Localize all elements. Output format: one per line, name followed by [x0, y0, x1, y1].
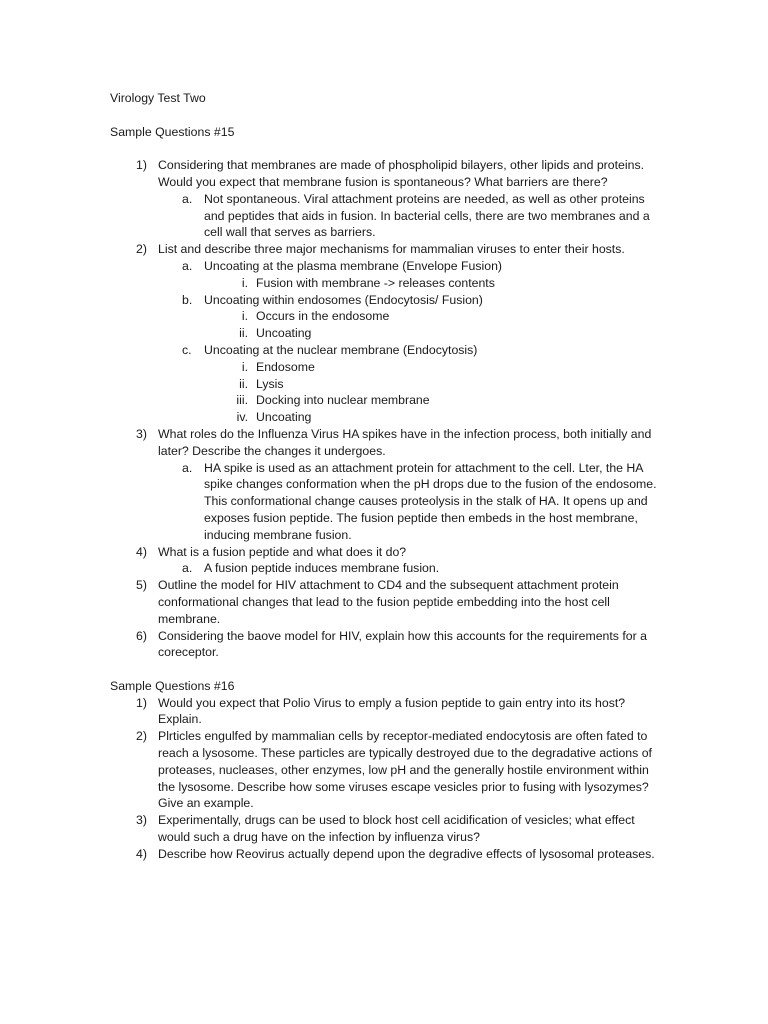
sub-answer-item [110, 392, 658, 409]
sub-answer-numeral: ii. [239, 376, 248, 391]
sub-answer-text: Occurs in the endosome [256, 309, 390, 324]
document-body [110, 90, 658, 863]
question-text: Outline the model for HIV attachment to CD4 and the subsequent attachment protein conformational changes that lead to the fusion peptide embedding into the host cell membrane. [158, 578, 619, 626]
question-number: 2) [136, 242, 147, 257]
question-number: 6) [136, 628, 147, 643]
answer-text: A fusion peptide induces membrane fusion. [204, 561, 440, 576]
question-item [110, 812, 658, 846]
question-text: Describe how Reovirus actually depend upon the degradive effects of lysosomal proteases. [158, 846, 655, 861]
sub-answer-text: Lysis [256, 376, 284, 391]
question-item [110, 695, 658, 729]
sub-answer-numeral: i. [241, 359, 248, 374]
question-number: 5) [136, 578, 147, 593]
sub-answer-numeral: i. [241, 275, 248, 290]
answer-item [110, 560, 658, 577]
question-item [110, 846, 658, 863]
section-heading-16: Sample Questions #16 [110, 678, 235, 693]
question-number: 1) [136, 695, 147, 710]
sub-answer-text: Endosome [256, 359, 315, 374]
answer-item [110, 342, 658, 359]
sub-answer-item [110, 409, 658, 426]
sub-answer-numeral: iii. [236, 393, 248, 408]
question-text: List and describe three major mechanisms for mammalian viruses to enter their hosts. [158, 242, 625, 257]
sub-answer-item [110, 275, 658, 292]
sub-answer-numeral: i. [241, 309, 248, 324]
question-text: Considering that membranes are made of phospholipid bilayers, other lipids and proteins. Would you expect that membrane fusion is spontaneous? What barriers are there? [158, 158, 645, 189]
answer-text: HA spike is used as an attachment protein for attachment to the cell. Lter, the HA spike changes conformation when the pH drops due to the fusion of the endosome. This conformational change causes proteolysis in the stalk of HA. It opens up and exposes fusion peptide. The fusion peptide then embeds in the host membrane, inducing membrane fusion. [204, 460, 657, 542]
sub-answer-text: Uncoating [256, 410, 312, 425]
sub-answer-item [110, 308, 658, 325]
answer-letter: c. [182, 342, 192, 357]
answer-letter: a. [182, 191, 193, 206]
spacer [110, 661, 658, 678]
question-text: Plrticles engulfed by mammalian cells by receptor-mediated endocytosis are often fated to reach a lysosome. These particles are typically destroyed due to the degradative actions of proteases, nucleases, other enzymes, low pH and the generally hostile environment within the lysosome. Describe how some viruses escape vesicles prior to fusing with lysozymes? Give an example. [158, 729, 652, 811]
answer-text: Uncoating within endosomes (Endocytosis/ Fusion) [204, 292, 483, 307]
question-text: Would you expect that Polio Virus to emply a fusion peptide to gain entry into its host? Explain. [158, 695, 626, 727]
answer-item [110, 460, 658, 544]
document-title: Virology Test Two [110, 91, 206, 105]
sub-answer-item [110, 376, 658, 393]
question-text: What is a fusion peptide and what does it do? [158, 544, 407, 559]
sub-answer-numeral: ii. [239, 326, 248, 341]
sub-answer-item [110, 359, 658, 376]
answer-text: Uncoating at the plasma membrane (Envelope Fusion) [204, 258, 503, 273]
question-number: 3) [136, 426, 147, 441]
question-text: Experimentally, drugs can be used to block host cell acidification of vesicles; what effect would such a drug have on the infection by influenza virus? [158, 813, 635, 845]
question-number: 2) [136, 729, 147, 744]
answer-letter: a. [182, 561, 193, 576]
section-heading-15: Sample Questions #15 [110, 124, 235, 139]
answer-text: Uncoating at the nuclear membrane (Endocytosis) [204, 342, 478, 357]
question-item [110, 628, 658, 662]
question-item [110, 577, 658, 627]
answer-item [110, 292, 658, 309]
question-item [110, 241, 658, 258]
answer-item [110, 191, 658, 241]
sub-answer-item [110, 325, 658, 342]
answer-letter: b. [182, 292, 193, 307]
question-number: 1) [136, 158, 147, 173]
question-text: What roles do the Influenza Virus HA spikes have in the infection process, both initially and later? Describe the changes it undergoes. [158, 426, 652, 458]
question-text: Considering the baove model for HIV, explain how this accounts for the requirements for a coreceptor. [158, 628, 647, 660]
sub-answer-text: Docking into nuclear membrane [256, 393, 430, 408]
sub-answer-text: Uncoating [256, 326, 312, 341]
spacer [110, 140, 658, 157]
spacer [110, 107, 658, 124]
answer-letter: a. [182, 258, 193, 273]
question-item [110, 544, 658, 561]
answer-item [110, 258, 658, 275]
sub-answer-text: Fusion with membrane -> releases contents [256, 275, 495, 290]
question-number: 4) [136, 544, 147, 559]
question-item [110, 426, 658, 460]
answer-text: Not spontaneous. Viral attachment proteins are needed, as well as other proteins and peptides that aids in fusion. In bacterial cells, there are two membranes and a cell wall that serves as barriers. [204, 191, 650, 240]
question-item [110, 157, 658, 191]
sub-answer-numeral: iv. [236, 410, 248, 425]
answer-letter: a. [182, 460, 193, 475]
question-number: 3) [136, 813, 147, 828]
question-item [110, 728, 658, 812]
question-number: 4) [136, 846, 147, 861]
